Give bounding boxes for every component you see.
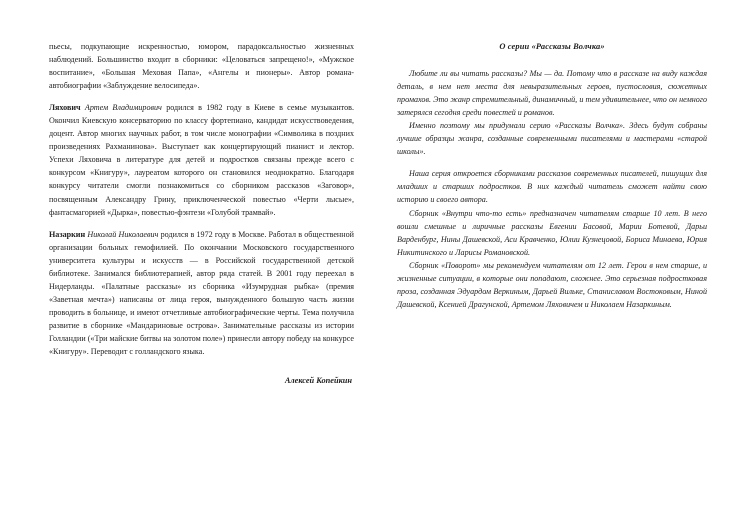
author-surname-lyakhovich: Ляхович — [49, 103, 81, 113]
author-entry-lyakhovich — [49, 101, 354, 218]
series-paragraph-1: Любите ли вы читать рассказы? Мы — да. Потому что в рассказе на виду каждая деталь, в нем нет места для невыразительных героев, пустословия, сюжетных промахов. Это жанр стремительный, динамичный, и тем удивительнее, что он немного затерялся сегодня среди повестей и романов. — [397, 69, 707, 118]
right-page-text-column — [397, 40, 707, 311]
series-paragraph-5: Сборник «Поворот» мы рекомендуем читателям от 12 лет. Герои в нем старше, и жизненные ситуации, в которые они попадают, сложнее. Это серьезная подростковая проза, созданная Эдуардом Веркиным, Дарьей Вильке, Станиславом Востоковым, Ниной Дашевской, Ксенией Драгунской, Артемом Ляховичем и Николаем Назаркиным. — [397, 260, 707, 309]
author-bio-nazarkin: родился в 1972 году в Москве. Работал в общественной организации больных гемофилией. По окончании Московского государственного университета культуры и искусств — в Российской государственной детской библиотеке. Занимался библиотерапией, автор ряда статей. В 2001 году переехал в Нидерланды. «Палатные рассказы» из сборника «Изумрудная рыбка» (премия «Заветная мечта») написаны от лица героя, вынужденного большую часть жизни проводить в больнице, и имеют отчетливые автобиографические черты. Тема получила развитие в сборнике «Мандариновые острова». Занимательные рассказы из истории Голландии («Три майские битвы на золотом поле») принесли автору победу на конкурсе «Книгуру». Переводит с голландского языка. — [49, 229, 355, 357]
section-heading: О серии «Рассказы Волчка» — [499, 42, 605, 51]
series-description — [397, 67, 707, 311]
continued-paragraph: пьесы, подкупающие искренностью, юмором, парадоксальностью жизненных наблюдений. Большинство входит в сборники: «Целоваться запрещено!», «Мужское воспитание», «Большая Меховая Папа», «Ангелы и пионеры». Автор романа-автобиографии «Заблуждение велосипеда». — [49, 42, 354, 91]
series-paragraph-2: Именно поэтому мы придумали серию «Рассказы Волчка». Здесь будут собраны лучшие образцы жанра, созданные современными писателями и мастерами «старой школы». — [397, 121, 707, 157]
author-bio-lyakhovich: родился в 1982 году в Киеве в семье музыкантов. Окончил Киевскую консерваторию по классу фортепиано, кандидат искусствоведения, доцент. Автор многих научных работ, в том числе монографии «Символика в поздних произведениях Рахманинова». Выступает как концертирующий пианист и лектор. Успехи Ляховича в литературе для детей и подростков связаны прежде всего с конкурсом «Книгуру», лауреатом которого он становился неоднократно. Благодаря конкурсу читатели смогли познакомиться со сборником рассказов «Заговор», посвященным Александру Грину, приключенческой повестью «Черти лысые», фантасмагорией «Дырка», повестью-фэнтези «Голубой трамвай». — [49, 103, 354, 217]
series-paragraph-3: Наша серия откроется сборниками рассказов современных писателей, пишущих для младших и старших подростков. В них каждый читатель сможет найти свою историю и своего автора. — [397, 169, 707, 205]
signature-alexey-kopeykin: Алексей Копейкин — [284, 376, 352, 386]
author-surname-nazarkin: Назаркин — [49, 229, 86, 239]
series-paragraph-4: Сборник «Внутри что-то есть» предназначен читателям старше 10 лет. В него вошли смешные и лиричные рассказы Евгении Басовой, Марии Ботевой, Дарьи Варденбург, Нины Дашевской, Аси Кравченко, Юлии Кузнецовой, Бориса Минаева, Юрия Никитинского и Ларисы Романовской. — [397, 208, 707, 257]
left-page-text-column — [49, 40, 354, 387]
author-given-names-nazarkin: Николай Николаевич — [87, 229, 159, 239]
right-page — [375, 0, 750, 517]
author-given-names-lyakhovich: Артем Владимирович — [84, 103, 162, 113]
author-entry-nazarkin — [49, 228, 354, 358]
